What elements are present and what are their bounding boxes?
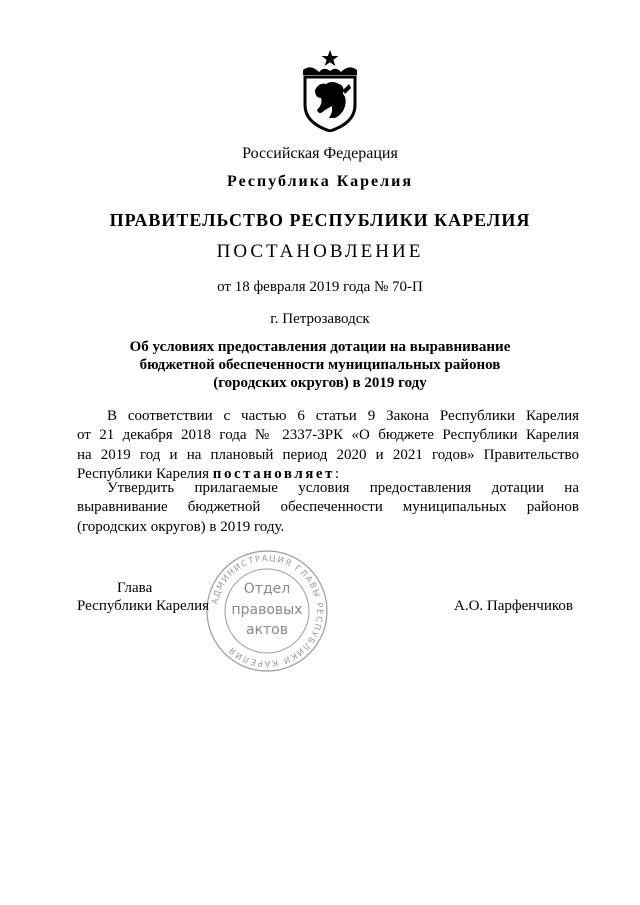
stamp-text: Отдел bbox=[243, 581, 291, 597]
paragraph-text: Республики Карелия bbox=[77, 465, 213, 482]
paragraph-line: выравнивание бюджетной обеспеченности муниципальных районов bbox=[77, 499, 579, 516]
resolve-word: постановляет bbox=[212, 465, 335, 482]
title-line: (городских округов) в 2019 году bbox=[213, 375, 427, 391]
paragraph-1 bbox=[77, 407, 579, 484]
title-line: бюджетной обеспеченности муниципальных районов bbox=[139, 357, 501, 373]
date-number: от 18 февраля 2019 года № 70-П bbox=[217, 279, 423, 295]
country-name: Российская Федерация bbox=[242, 145, 398, 162]
paragraph-line: на 2019 год и на плановый период 2020 и 2021 годов» Правительство bbox=[77, 446, 579, 463]
stamp-text: актов bbox=[245, 622, 289, 638]
signature-position: Республики Карелия bbox=[77, 598, 210, 614]
document-type: ПОСТАНОВЛЕНИЕ bbox=[216, 241, 424, 262]
coat-of-arms-emblem bbox=[299, 50, 361, 132]
paragraph-line: от 21 декабря 2018 года № 2337-ЗРК «О бюджете Республики Карелия bbox=[77, 427, 579, 444]
signatory-name: А.О. Парфенчиков bbox=[454, 598, 573, 614]
colon: : bbox=[334, 465, 340, 482]
signature-position: Глава bbox=[117, 580, 153, 596]
title-line: Об условиях предоставления дотации на выравнивание bbox=[129, 339, 511, 355]
government-name: ПРАВИТЕЛЬСТВО РЕСПУБЛИКИ КАРЕЛИЯ bbox=[109, 210, 531, 230]
legal-department-stamp bbox=[204, 548, 330, 674]
document-title bbox=[0, 338, 640, 392]
city: г. Петрозаводск bbox=[270, 311, 370, 327]
stamp-ring-text: АДМИНИСТРАЦИЯ ГЛАВЫ РЕСПУБЛИКИ КАРЕЛИЯ bbox=[210, 553, 325, 669]
paragraph-line: Утвердить прилагаемые условия предоставления дотации на bbox=[107, 480, 579, 496]
paragraph-line: (городских округов) в 2019 году. bbox=[77, 518, 285, 535]
paragraph-2 bbox=[77, 479, 579, 537]
stamp-text: правовых bbox=[231, 602, 303, 618]
paragraph-line: В соответствии с частью 6 статьи 9 Закона Республики Карелия bbox=[107, 408, 579, 424]
republic-name: Республика Карелия bbox=[227, 173, 413, 190]
